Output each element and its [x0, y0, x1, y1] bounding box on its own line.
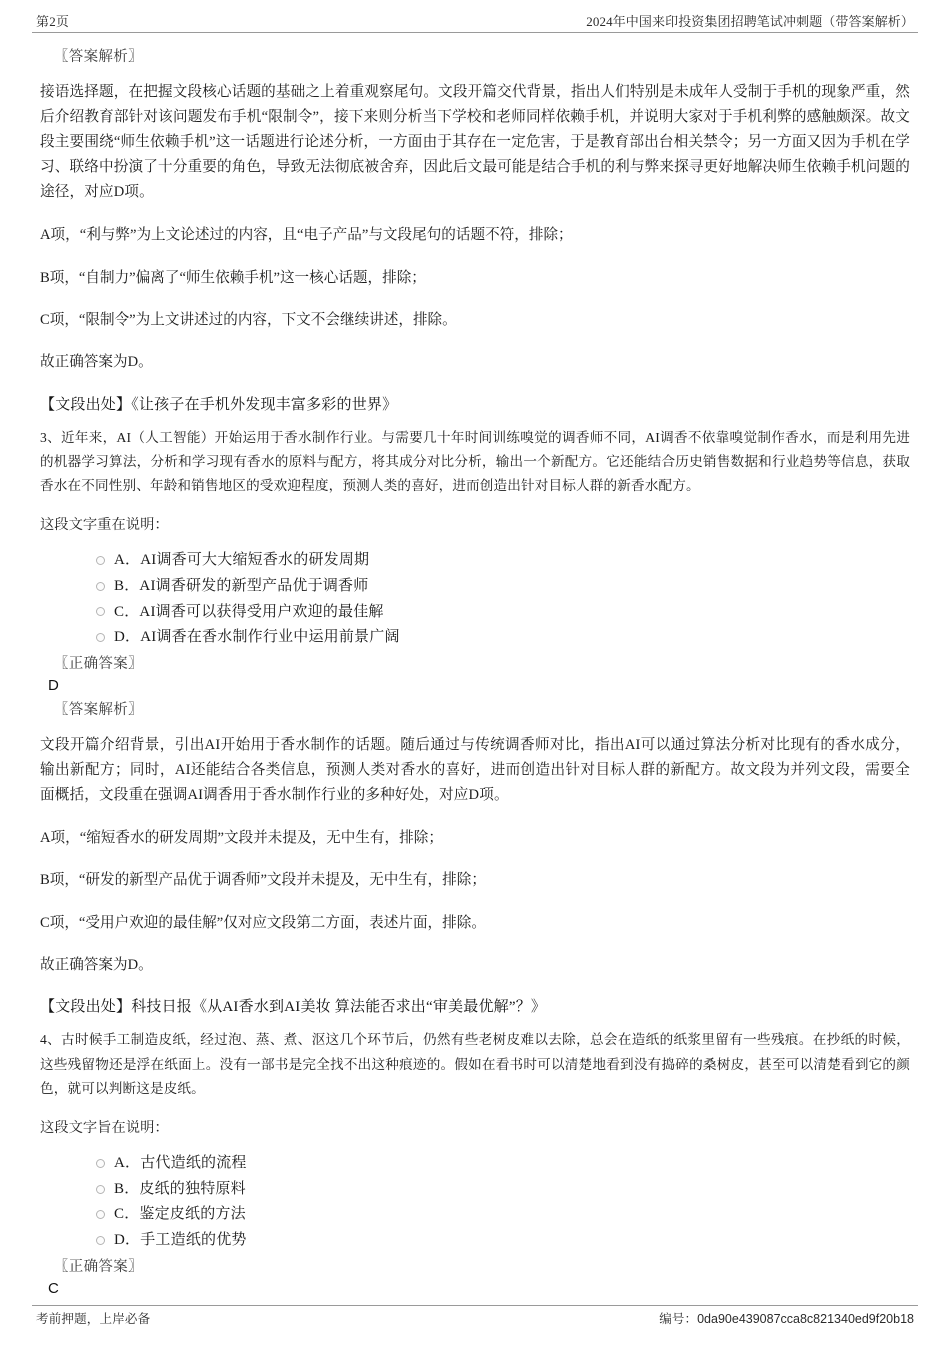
radio-button-icon[interactable] — [96, 582, 105, 591]
answer-analysis-body-3: 文段开篇介绍背景，引出AI开始用于香水制作的话题。随后通过与传统调香师对比，指出AI可以通过算法分析对比现有的香水成分，输出新配方；同时，AI还能结合各类信息，预测人类对香水的喜好，进而创造出针对目标人群的新配方。故文段为并列文段，需要全面概括，文段重在强调AI调香用于香水制作行业的多种好处，对应D项。 — [40, 736, 910, 803]
correct-answer-label-3: 〖正确答案〗 — [54, 656, 143, 673]
correct-answer-label-4: 〖正确答案〗 — [54, 1258, 143, 1275]
correct-answer-value-4: C — [48, 1279, 59, 1297]
options-list-3 — [40, 551, 910, 647]
answer-analysis-label-q2: 〖答案解析〗 — [54, 49, 143, 65]
answer-analysis-label-3: 〖答案解析〗 — [54, 702, 143, 719]
option-item-4-a[interactable] — [96, 1154, 910, 1173]
option-item-4-b[interactable] — [96, 1180, 910, 1199]
passage-source-q2: 【文段出处】《让孩子在手机外发现丰富多彩的世界》 — [40, 396, 398, 413]
analysis-clause-b-3: B项，“研发的新型产品优于调香师”文段并未提及，无中生有，排除； — [40, 872, 486, 889]
radio-button-icon[interactable] — [96, 1210, 105, 1219]
page-header — [32, 0, 918, 33]
option-item-3-d[interactable] — [96, 628, 910, 647]
analysis-clause-a-q2: A项，“利与弊”为上文论述过的内容，且“电子产品”与文段尾句的话题不符，排除； — [40, 227, 573, 244]
radio-button-icon[interactable] — [96, 1236, 105, 1245]
options-list-4 — [40, 1154, 910, 1250]
option-label-3-d: D．AI调香在香水制作行业中运用前景广阔 — [114, 629, 400, 646]
analysis-clause-c-q2: C项，“限制令”为上文讲述过的内容，下文不会继续讲述，排除。 — [40, 311, 457, 328]
question-lead-4: 这段文字旨在说明： — [40, 1120, 169, 1136]
option-item-4-c[interactable] — [96, 1205, 910, 1224]
footer-code-value: 0da90e439087cca8c821340ed9f20b18 — [697, 1312, 914, 1326]
analysis-conclusion-3: 故正确答案为D。 — [40, 957, 153, 974]
analysis-clause-c-3: C项，“受用户欢迎的最佳解”仅对应文段第二方面，表述片面，排除。 — [40, 914, 486, 931]
option-label-3-a: A．AI调香可大大缩短香水的研发周期 — [114, 552, 370, 569]
radio-button-icon[interactable] — [96, 1159, 105, 1168]
option-item-3-b[interactable] — [96, 577, 910, 596]
passage-source-3: 【文段出处】科技日报《从AI香水到AI美妆 算法能否求出“审美最优解”？》 — [40, 999, 547, 1016]
document-content — [32, 47, 918, 1299]
analysis-clause-b-q2: B项，“自制力”偏离了“师生依赖手机”这一核心话题，排除； — [40, 269, 426, 286]
radio-button-icon[interactable] — [96, 1185, 105, 1194]
correct-answer-value-3: D — [48, 676, 59, 694]
option-label-4-c: C．鉴定皮纸的方法 — [114, 1206, 246, 1223]
radio-button-icon[interactable] — [96, 607, 105, 616]
option-label-4-b: B．皮纸的独特原料 — [114, 1180, 246, 1197]
footer-code — [659, 1309, 914, 1327]
radio-button-icon[interactable] — [96, 556, 105, 565]
footer-slogan: 考前押题，上岸必备 — [36, 1312, 151, 1326]
option-label-4-a: A．古代造纸的流程 — [114, 1154, 247, 1171]
option-label-4-d: D．手工造纸的优势 — [114, 1232, 247, 1249]
option-item-3-c[interactable] — [96, 603, 910, 622]
footer-code-label: 编号： — [659, 1312, 698, 1326]
page-number-label: 第2页 — [36, 14, 70, 29]
analysis-conclusion-q2: 故正确答案为D。 — [40, 354, 153, 371]
option-label-3-c: C．AI调香可以获得受用户欢迎的最佳解 — [114, 603, 384, 620]
page-footer — [32, 1305, 918, 1327]
option-item-4-d[interactable] — [96, 1231, 910, 1250]
option-label-3-b: B．AI调香研发的新型产品优于调香师 — [114, 577, 369, 594]
radio-button-icon[interactable] — [96, 633, 105, 642]
document-title: 2024年中国来印投资集团招聘笔试冲刺题（带答案解析） — [586, 14, 914, 29]
option-item-3-a[interactable] — [96, 551, 910, 570]
question-stem-4: 4、古时候手工制造皮纸，经过泡、蒸、煮、沤这几个环节后，仍然有些老树皮难以去除，总会在造纸的纸浆里留有一些残痕。在抄纸的时候，这些残留物还是浮在纸面上。没有一部书是完全找不出这种痕迹的。假如在看书时可以清楚地看到没有捣碎的桑树皮，甚至可以清楚看到它的颜色，就可以判断这是皮纸。 — [40, 1032, 910, 1096]
question-stem-3: 3、近年来，AI（人工智能）开始运用于香水制作行业。与需要几十年时间训练嗅觉的调香师不同，AI调香不依靠嗅觉制作香水，而是利用先进的机器学习算法，分析和学习现有香水的原料与配方，将其成分对比分析，输出一个新配方。它还能结合历史销售数据和行业趋势等信息，获取香水在不同性别、年龄和销售地区的受欢迎程度，预测人类的喜好，进而创造出针对目标人群的新香水配方。 — [40, 429, 910, 493]
answer-analysis-body-q2: 接语选择题，在把握文段核心话题的基础之上着重观察尾句。文段开篇交代背景，指出人们特别是未成年人受制于手机的现象严重，然后介绍教育部针对该问题发布手机“限制令”，接下来则分析当下学校和老师同样依赖手机，并说明大家对于手机利弊的感触颇深。故文段主要围绕“师生依赖手机”这一话题进行论述分析，一方面由于其存在一定危害，于是教育部出台相关禁令；另一方面又因为手机在学习、联络中扮演了十分重要的角色，导致无法彻底被舍弃，因此后文最可能是结合手机的利与弊来探寻更好地解决师生依赖手机问题的途径，对应D项。 — [40, 83, 910, 201]
question-lead-3: 这段文字重在说明： — [40, 517, 169, 534]
analysis-clause-a-3: A项，“缩短香水的研发周期”文段并未提及，无中生有，排除； — [40, 830, 443, 847]
